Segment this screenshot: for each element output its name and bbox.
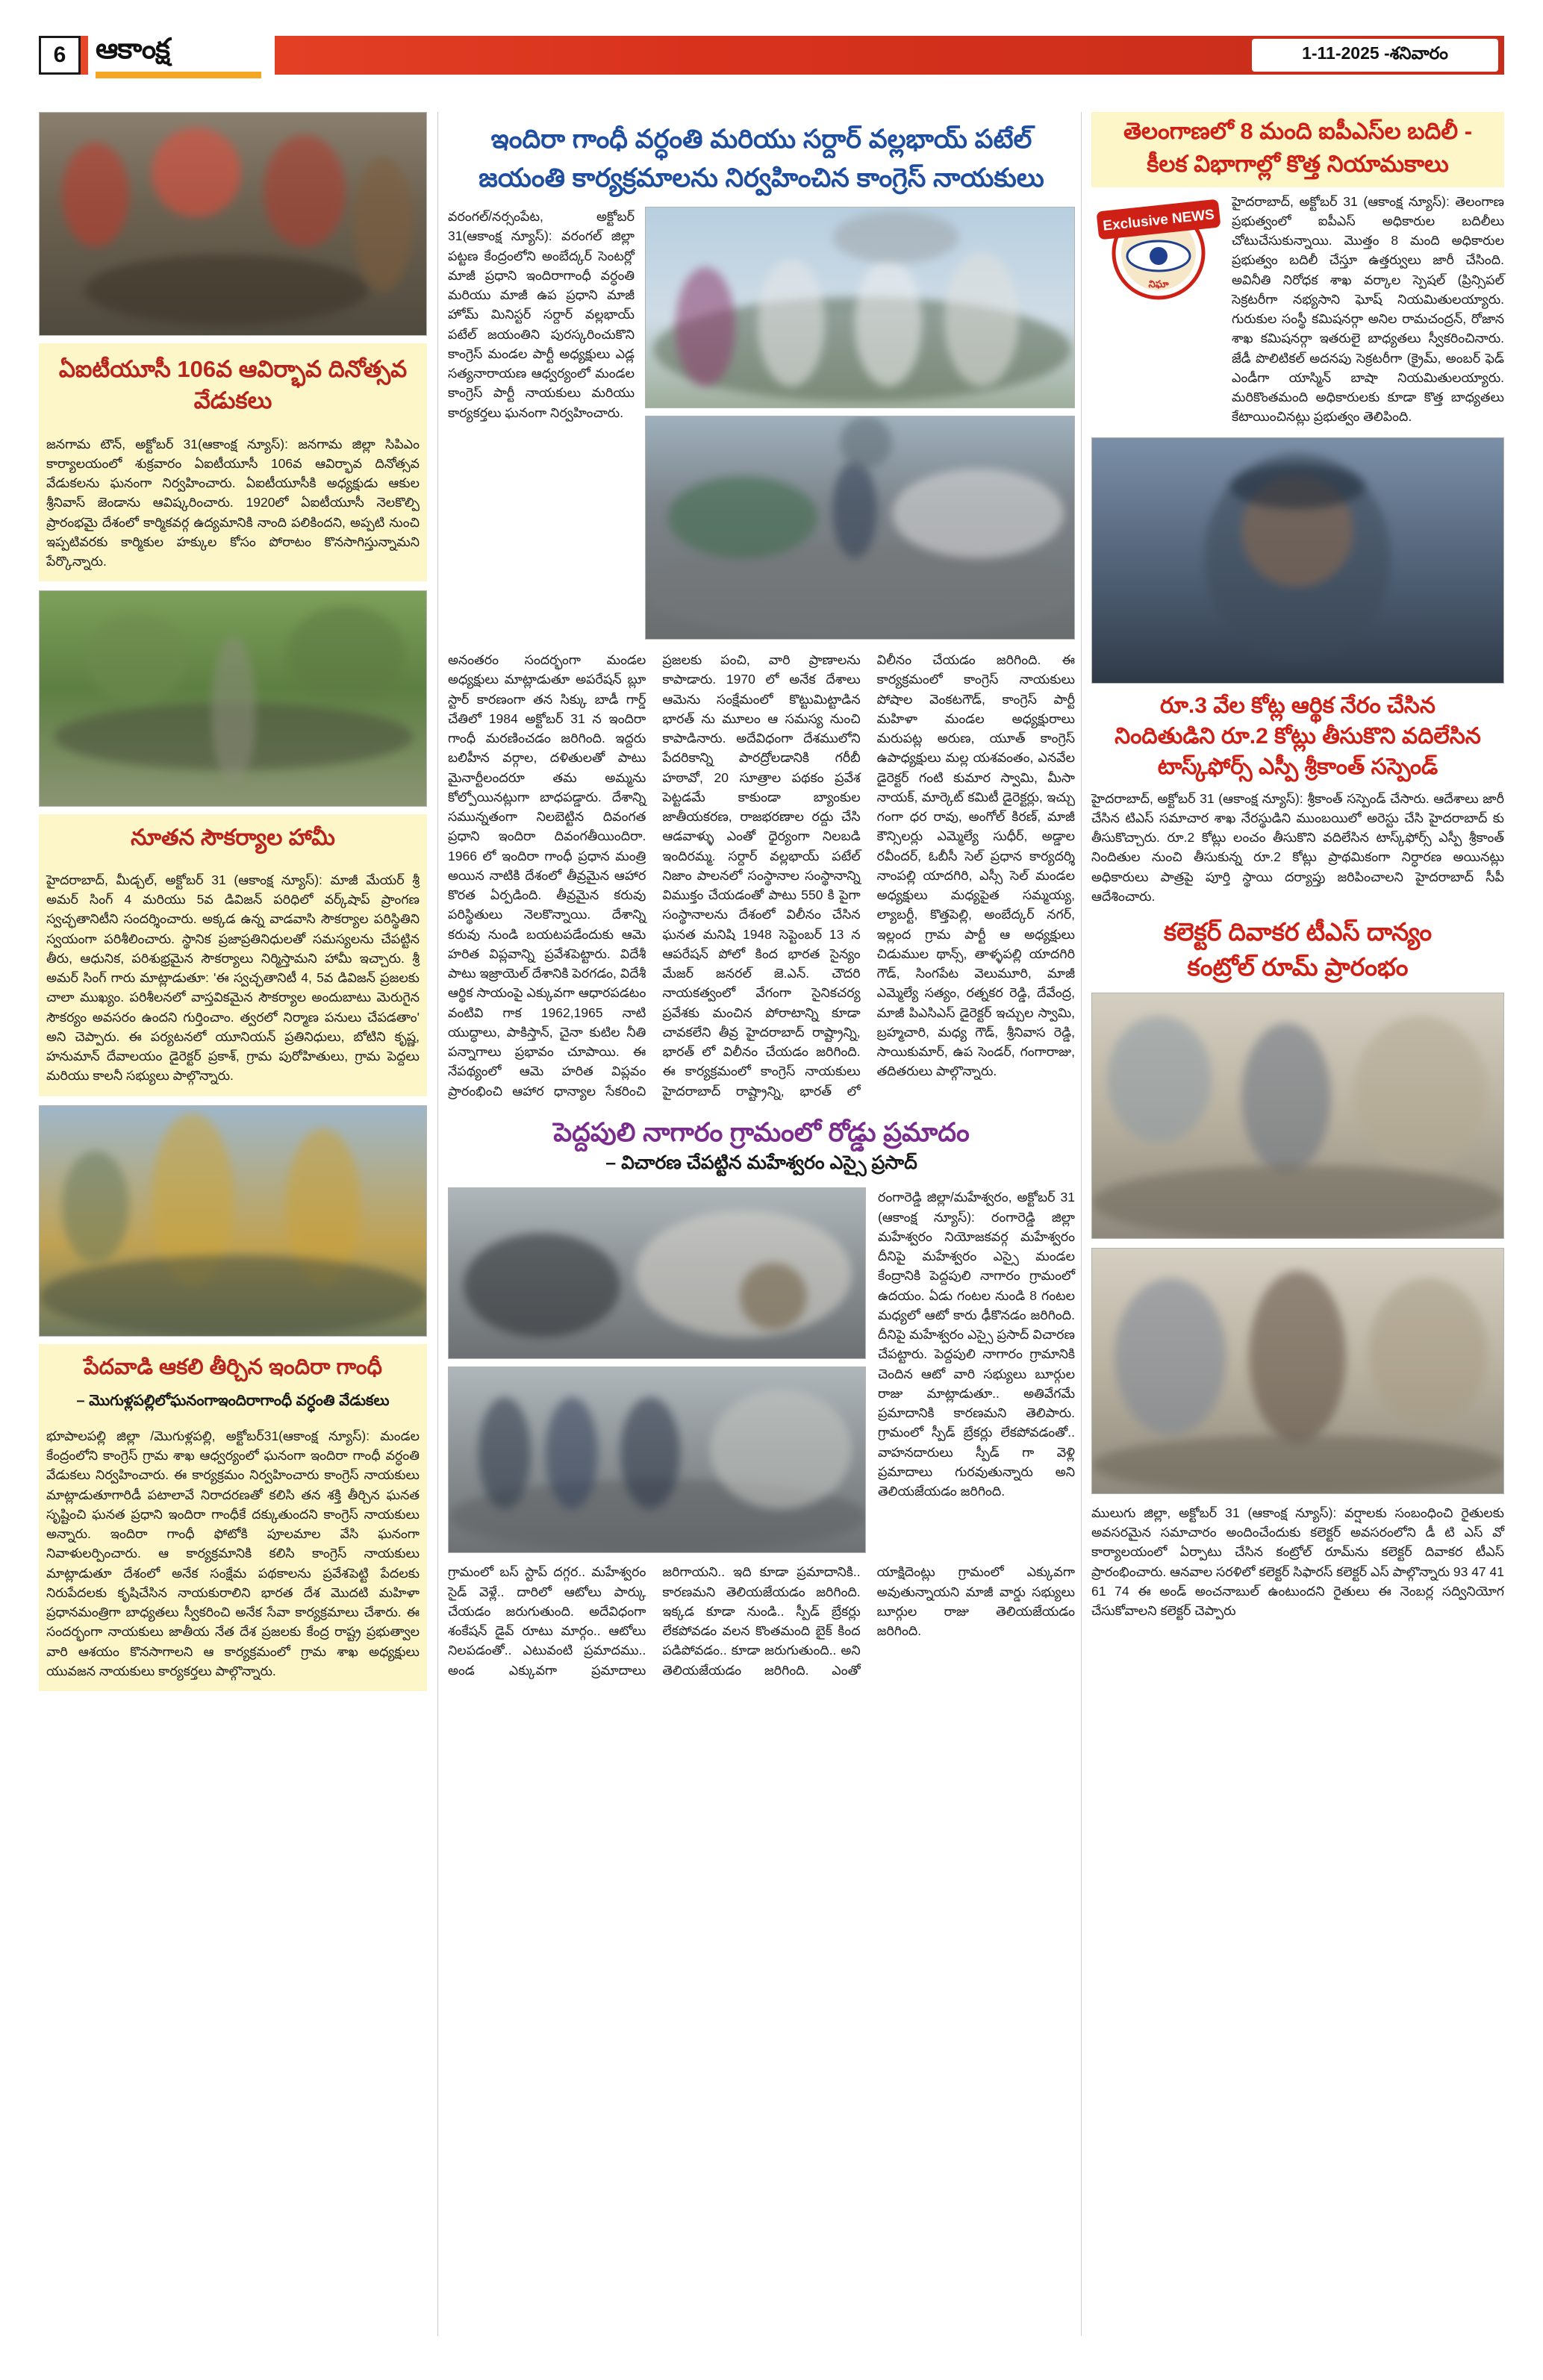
headline-collector-control-room-line2: కంట్రోల్ రూమ్ ప్రారంభం: [1187, 952, 1409, 981]
article-accident-body-left: రంగారెడ్డి జిల్లా/మహేశ్వరం, అక్టోబర్ 31 (ఆకాంక్ష న్యూస్): రంగారెడ్డి జిల్లా మహేశ్వరం నియోజకవర్గ మహేశ్వరం దీనిపై మహేశ్వరం ఎస్సై మండల కేంద్రానికి పెద్దపులి నాగారం గ్రామంలో ఉదయం. ఏడు గంటల నుండి 8 గంటల మధ్యలో ఆటో కారు ఢీకొనడం జరిగింది. దీనిపై మహేశ్వరం ఎస్సై ప్రసాద్ విచారణ చేపట్టారు. పెద్దపులి నాగారం గ్రామానికి చెందిన ఆటో వారి సభ్యులు బూర్గుల రాజు మాట్లాడుతూ.. అతివేగమే ప్రమాదానికి కారణమని తెలిపారు. గ్రామంలో స్పీడ్ బ్రేకర్లు లేకపోవడంతో.. వాహనదారులు స్పీడ్ గా వెళ్లి ప్రమాదాలు గురవుతున్నారు అని తెలియజేయడం జరిగింది.: [878, 1190, 1075, 1499]
headline-indira-hunger: పేదవాడి ఆకలి తీర్చిన ఇందిరా గాంధీ: [39, 1344, 427, 1391]
photo-congress-leaders-1: [645, 207, 1075, 408]
article-sp-body: హైదరాబాద్, అక్టోబర్ 31 (ఆకాంక్ష న్యూస్): శ్రీకాంత్ సస్పెండ్ చేసారు. ఆదేశాలు జారీ చేసిన టిఎస్ సమాచార శాఖ నేరస్థుడిని ముంబయిలో అరెస్టు చేసి హైదరాబాద్ కు తీసుకొచ్చారు. రూ.2 కోట్లు లంచం తీసుకొని వదిలేసిన టాస్క్‌ఫోర్స్ ఎస్పీ శ్రీకాంత్ నిందితుల నుంచి తీసుకున్న రూ.2 కోట్లు ప్రాథమికంగా నిర్ధారణ అయినట్లు అధికారులు పాత్రపై పూర్తి స్థాయి దర్యాప్తు జరిపించాలని హైదరాబాద్ సీపీ ఆదేశించారు.: [1091, 790, 1504, 904]
photo-sp-srikanth: [1091, 437, 1504, 684]
photo-control-room-2: [1091, 1248, 1504, 1494]
headline-aituc: ఏఐటీయూసీ 106వ ఆవిర్భావ దినోత్సవ వేడుకలు: [39, 343, 427, 427]
logo-underline: [96, 72, 261, 78]
article-collector-body: ములుగు జిల్లా, అక్టోబర్ 31 (ఆకాంక్ష న్యూస్): వర్షాలకు సంబంధించి రైతులకు అవసరమైన సమాచారం అందించేందుకు కలెక్టర్ అవసరంలోని డీ టి ఎస్ వో కార్యాలయంలో ఏర్పాటు చేసిన కంట్రోల్ రూమ్‌ను కలెక్టర్ దివాకర టీఎస్ ప్రారంభించారు. ఆనవాల సరళిలో కలెక్టర్ సిఫారస్ కలెక్టర్ ఎస్ పాల్గొన్నారు 93 47 41 61 74 ఈ అండ్ అంచనాబుల్ ఉంటుందని రైతులు ఈ నెంబర్ల సద్వినియోగ చేసుకోవాలని కలెక్టర్ చెప్పారు: [1091, 1505, 1504, 1619]
headline-congress-main-line2: జయంతి కార్యక్రమాలను నిర్వహించిన కాంగ్రెస్ నాయకులు: [479, 163, 1044, 193]
photo-accident-vehicles: [448, 1187, 866, 1359]
headline-sp-suspended-line3: టాస్క్‌ఫోర్స్ ఎస్పీ శ్రీకాంత్ సస్పెండ్: [1157, 754, 1438, 779]
article-ips-body: హైదరాబాద్, అక్టోబర్ 31 (ఆకాంక్ష న్యూస్): తెలంగాణ ప్రభుత్వంలో ఐపీఎస్ అధికారుల బదిలీలు చోటుచేసుకున్నాయి. మొత్తం 8 మంది అధికారుల ప్రభుత్వం బదిలీ చేస్తూ ఉత్తర్వులు జారీ చేసింది. అవినీతి నిరోధక శాఖ వర్కాల స్పెషల్ (ప్రిన్సిపల్ సెక్రటరీగా నభ్యసాని ఘోష్ నియమితులయ్యారు. గురుకుల సంస్థీ కమిషనర్గా అనిల ​రామచంద్రన్, రోజాన శాఖ కమిషనర్గా ఇతరులై బాధ్యతలు స్వీకరించినారు. జేడీ పొలిటికల్ అదనపు సెక్రటరీగా (క్రైమ్, అంబర్ ఫెడ్ ఎండీగా యాస్మిన్ బాషా నియమితులయ్యారు. మరికొంతమంది అధికారులకు కూడా కొత్త బాధ్యతలు కేటాయించినట్లు ప్రభుత్వం తెలిపింది.: [1232, 193, 1504, 425]
column-divider-right: [1081, 112, 1082, 2336]
headline-new-facilities: నూతన సౌకర్యాల హామీ: [39, 814, 427, 863]
headline-sp-suspended-line1: రూ.3 వేల కోట్ల ఆర్థిక నేరం చేసిన: [1160, 693, 1436, 718]
photo-accident-police: [448, 1367, 866, 1553]
article-aituc-body: జనగామ టౌన్, అక్టోబర్ 31(ఆకాంక్ష న్యూస్): జనగామ జిల్లా సిపిఎం కార్యాలయంలో శుక్రవారం ఏఐటీయూసీ 106వ ఆవిర్భావ దినోత్సవ వేడుకలను ఘనంగా నిర్వహించారు. ఏఐటీయూసీకి అధ్యక్షుడు ఆకుల శ్రీనివాస్ జెండాను ఆవిష్కరించారు. 1920లో ఏఐటీయూసీ నెలకొల్పి ప్రారంభమై దేశంలో కార్మికవర్గ ఉద్యమానికి నాంది పలికిందని, అప్పటి నుంచి ఇప్పటివరకు కార్మికుల హక్కుల కోసం పోరాటం కొనసాగిస్తున్నామని పేర్కొన్నారు.: [46, 436, 420, 569]
article-accident-body-right: గ్రామంలో బస్ స్టాప్ దగ్గర.. మహేశ్వరం సైడ్ వెళ్లే.. దారిలో ఆటోలు పార్కు చేయడం జరుగుతుంది. అదేవిధంగా శంకేషన్ డైవ్ రూటు మార్గం.. ఆటోలు నిలపడంతో.. ఎటువంటి ప్రమాదము.. అండ ఎక్కువగా ప్రమాదాలు జరిగాయని.. ఇది కూడా ప్రమాదానికి.. కారణమని తెలియజేయడం జరిగింది. ఇక్కడ కూడా నుండి.. స్పీడ్ బ్రేకర్లు లేకపోవడం వలన కొంతమంది బైక్ కింద పడిపోవడం.. కూడా జరుగుతుంది.. అని తెలియజేయడం జరిగింది. ఎంతో యాక్షిదెంట్లు గ్రామంలో ఎక్కువగా అవుతున్నాయని మాజీ వార్డు సభ్యులు బూర్గుల రాజు తెలియజేయడం జరిగింది.: [448, 1564, 1075, 1678]
headline-ips-transfers-line2: కీలక విభాగాల్లో కొత్త నియామకాలు: [1091, 148, 1504, 187]
page-number: 6: [39, 36, 81, 75]
subhead-road-accident: – విచారణ చేపట్టిన మహేశ్వరం ఎస్సై ప్రసాద్: [605, 1152, 917, 1174]
article-facilities-body: హైదరాబాద్, మీడ్చల్, అక్టోబర్ 31 (ఆకాంక్ష న్యూస్): మాజీ మేయర్ శ్రీ అమర్ సింగ్ 4 మరియు 5వ డివిజన్ పరిధిలో వర్క్‌షాప్ ప్రాంగణ స్వచ్ఛతానిటీని సందర్శించారు. అక్కడ ఉన్న వాడవాసి సౌకర్యాల పరిస్థితిని స్వయంగా పరిశీలించారు. స్థానిక ప్రజాప్రతినిధులతో సమస్యలను చేపట్టిన తీరు, ఆధునిక, పరిశుభ్రమైన సౌకర్యాలు నిర్మిస్తామని హామీ ఇచ్చారు. శ్రీ అమర్ సింగ్ గారు మాట్లాడుతూ: 'ఈ స్వచ్ఛతానిటీ 4, 5వ డివిజన్ ప్రజలకు చాలా ముఖ్యం. పరిశీలనలో వాస్తవికమైన సౌకర్యాల అందుబాటు మెరుగైన సౌకర్యం అవసరం ఉందని గుర్తించాం. త్వరలో నిర్మాణ పనులు చేపడతాం' అని చెప్పారు. ఈ పర్యటనలో యూనియన్ ప్రతినిధులు, బోటిని కృష్ణ, హనుమాన్ దేవాలయం డైరెక్టర్ ప్రకాశ్, గ్రామ పురోహితులు, గ్రామ పెద్దలు మరియు కాలనీ సభ్యులు పాల్గొన్నారు.: [46, 872, 420, 1084]
svg-text:నిఘా: నిఘా: [1148, 278, 1169, 290]
headline-collector-control-room-line1: కలెక్టర్ దివాకర టీఎస్ దాన్యం: [1163, 918, 1433, 946]
publication-title: ఆకాంక్ష: [96, 34, 169, 65]
center-column: [448, 112, 1075, 1680]
issue-date: 1-11-2025 -శనివారం: [1252, 39, 1498, 72]
right-column: [1091, 112, 1504, 1620]
photo-control-room-1: [1091, 993, 1504, 1239]
headline-congress-main-line1: ఇందిరా గాంధీ వర్ధంతి మరియు సర్దార్ వల్లభాయ్ పటేల్: [490, 125, 1032, 154]
photo-facilities-visit: [39, 590, 427, 807]
article-congress-body: అనంతరం సందర్భంగా మండల అధ్యక్షులు మాట్లాడుతూ అపరేషన్ బ్లూ స్టార్ కారణంగా తన సిక్కు బాడీ గార్డ్ చేతిలో 1984 అక్టోబర్ 31 న ఇందిరా గాంధీ మరణించడం జరిగింది. ఇద్దరు బలిహీన వర్గాల, దళితులతో పాటు మైనార్టీలందరూ తమ అమ్మను కోల్పోయినట్లుగా బాధపడ్డారు. దేశాన్ని సమున్నతంగా నిలబెట్టిన దివంగత ప్రధాని ఇందిరా దివంగతీయిందిరా. 1966 లో ఇందిరా గాంధీ ప్రధాన మంత్రి అయిన నాటికి దేశంలో తీవ్రమైన ఆహార కొరత ఏర్పడింది. తీవ్రమైన కరువు పరిస్థితులు నెలకొన్నాయి. దేశాన్ని కరువు నుండి బయటపడేందుకు ఆమె హరిత విప్లవాన్ని ప్రవేశపెట్టారు. విదేశీ పాటు ఇజ్రాయెల్ దేశానికి పెరగడం, విదేశీ ఆర్థిక సాయంపై ఎక్కువగా ఆధారపడటం వంటివి గాక 1962,1965 నాటి యుద్ధాలు, పాకిస్తాన్, చైనా కుటిల నీతి పన్నాగాలు ప్రభావం చూపాయి. ఈ నేపథ్యంలో ఆమె హరిత విప్లవం ప్రారంభించి ఆహార ధాన్యాల సేకరించి ప్రజలకు పంచి, వారి ప్రాణాలను కాపాడారు. 1970 లో అనేక దేశాలు ఆమెను సంక్షేమంలో కొట్టుమిట్టాడిన భారత్ ను మూలం ఆ సమస్య నుంచి కాపాడినారు. అదేవిధంగా దేశములోని పేదరికాన్ని పారద్రోలడానికి గరీబీ హఠావో, 20 సూత్రాల పథకం ప్రవేశ పెట్టడమే కాకుండా బ్యాంకుల జాతీయకరణ, రాజభరణాల రద్దు చేసి ఆడవాళ్ళు ఎంతో ధైర్యంగా నిలబడి ఇందిరమ్మ. సర్దార్ వల్లభాయ్ పటేల్ నిజాం పాలనలో సంస్థానాల సంస్థానాన్ని విముక్తం చేయడంతో పాటు 550 కి పైగా సంస్థానాలను దేశంలో విలీనం చేసిన ఘనత మనిషి 1948 సెప్టెంబర్ 13 న ఆపరేషన్ పోలో కింద భారత సైన్యం మేజర్ జనరల్ జె.ఎన్. చౌదరి నాయకత్వంలో వేగంగా సైనికచర్య ప్రవేశకు మంచిన పోరాటాన్ని కూడా చావకలేని తీవ్ర హైదరాబాద్ రాష్ట్రాన్ని, భారత్ లో విలీనం చేయడం జరిగింది. ఈ కార్యక్రమంలో కాంగ్రెస్ నాయకులు హైదరాబాద్ రాష్ట్రాన్ని, భారత్ లో విలీనం చేయడం జరిగింది. ఈ కార్యక్రమంలో కాంగ్రెస్ నాయకులు పోషాల వెంకటగౌడ్, కాంగ్రెస్ పార్టీ మహిళా మండల అధ్యక్షురాలు మరుపట్ల అరుణ, యూత్ కాంగ్రెస్ ఉపాధ్యక్షులు మల్ల యశవంతం, ఎనవేల డైరెక్టర్ గంటి కుమార స్వామి, మీసా నాయక్, మార్కెట్ కమిటీ డైరెక్టర్లు, ఇచ్చు గంగా ధర రావు, అంగోల్ కిరణ్, మాజీ కౌన్సిలర్లు ఎమ్మెల్యే సుధీర్, అడ్డాల రవీందర్, ఓబీసీ సెల్ ప్రధాన కార్యదర్శి నాంపల్లి యాదగిరి, ఎస్సీ సెల్ మండల అధ్యక్షులు మధ్యపైత సమ్మయ్య, ల్యాబర్టీ, కొత్తపెల్లి, అంబేద్కర్ నగర్, ఇల్లంద గ్రామ పార్టీ ఆ అధ్యక్షులు చిడుముల థాన్స్, తాళ్ళపల్లి యాదగిరి గౌడ్, సింగపేట వెలుమూరి, మాజీ ఎమ్మెల్యే సత్యం, రత్నకర రెడ్డి, దేవేంద్ర, మాజీ పిఎసిఎస్ డైరెక్టర్ ఇచ్చుల స్వామి, బ్రహ్మచారి, మధ్య గౌడ్, శ్రీనివాస రెడ్డి, సాయికుమార్, ఉప సెండర్, గంగారాజు, తదితరులు పాల్గొన్నారు.: [448, 652, 1075, 1099]
photo-congress-leaders-2: [645, 416, 1075, 640]
headline-road-accident: పెద్దపులి నాగారం గ్రామంలో రోడ్డు ప్రమాదం: [553, 1117, 970, 1147]
photo-aituc-celebration: [39, 112, 427, 336]
masthead: [0, 0, 1543, 96]
article-indira-body: భూపాలపల్లి జిల్లా /మొగుళ్లపల్లి, అక్టోబర్31(ఆకాంక్ష న్యూస్): మండల కేంద్రంలోని కాంగ్రెస్ గ్రామ శాఖ ఆధ్వర్యంలో ఘనంగా ఇందిరా గాంధీ వర్ధంతి వేడుకలు నిర్వహించారు. ఈ కార్యక్రమం నిర్వహించారు కాంగ్రెస్ నాయకులు మాట్లాడుతూగారిడీ పటాలావే నిరాదరణతో కలిసి తన శక్తి తీర్చిన ఘనత సృష్టించి ఘనత ప్రధాని ఇందిరా గాంధీకే దక్కుతుందని కాంగ్రెస్ నాయకులు అన్నారు. ఇందిరా గాంధీ ఫోటోకి పూలమాల వేసి ఘనంగా నివాళులర్పించారు. ఆ కార్యక్రమానికి కలిసి కాంగ్రెస్ నాయకులు మాట్లాడుతూ దేశంలో అనేక సంక్షేమ పథకాలను ప్రవేశపెట్టి పేదలకు నిరుపేదలకు కృషిచేసిన నాయకురాలిని భారత దేశ మొదటి మహిళా ప్రధానమంత్రిగా బాధ్యతలు స్వీకరించి అనేక సేవా కార్యక్రమాలు చేశారు. ఈ సందర్భంగా నాయకులు జాతీయ నేత దేశ ప్రజలకు కేంద్ర రాష్ట్ర ప్రభుత్వాల వారి ఆశయం కొనసాగాలని ఆ కార్యక్రమంలో గ్రామ శాఖ అధ్యక్షులు యువజన నాయకులు కార్యకర్తలు పాల్గొన్నారు.: [46, 1428, 420, 1678]
svg-text:Exclusive NEWS: Exclusive NEWS: [1102, 206, 1215, 234]
left-column: [39, 112, 427, 1691]
headline-sp-suspended-line2: నిందితుడిని రూ.2 కోట్లు తీసుకొని వదిలేసిన: [1115, 723, 1481, 749]
photo-indira-statue: [39, 1105, 427, 1337]
column-divider-left: [437, 112, 438, 2336]
exclusive-news-badge: [1091, 192, 1226, 304]
article-congress-intro: వరంగల్/నర్సంపేట, అక్టోబర్ 31(ఆకాంక్ష న్యూస్): వరంగల్ జిల్లా పట్టణ కేంద్రంలోని అంబేద్కర్ సెంటర్లో మాజీ ప్రధాని ఇందిరాగాంధీ వర్ధంతి మరియు మాజీ ఉప ప్రధాని మాజీ హోమ్ మినిస్టర్ సర్దార్ వల్లభాయ్ పటేల్ జయంతిని పురస్కరించుకొని కాంగ్రెస్ మండల పార్టీ అధ్యక్షులు ఎడ్ల సత్యనారాయణ ఆధ్వర్యంలో మండల కాంగ్రెస్ పార్టీ నాయకులు మరియు కార్యకర్తలు ఘనంగా నిర్వహించారు.: [448, 209, 635, 420]
headline-ips-transfers-line1: తెలంగాణలో 8 మంది ఐపీఎస్‌ల బదిలీ -: [1091, 112, 1504, 148]
subhead-indira-event: – మొగుళ్లపల్లిలోఘనంగాఇందిరాగాంధీ వర్ధంతి వేడుకలు: [39, 1391, 427, 1419]
